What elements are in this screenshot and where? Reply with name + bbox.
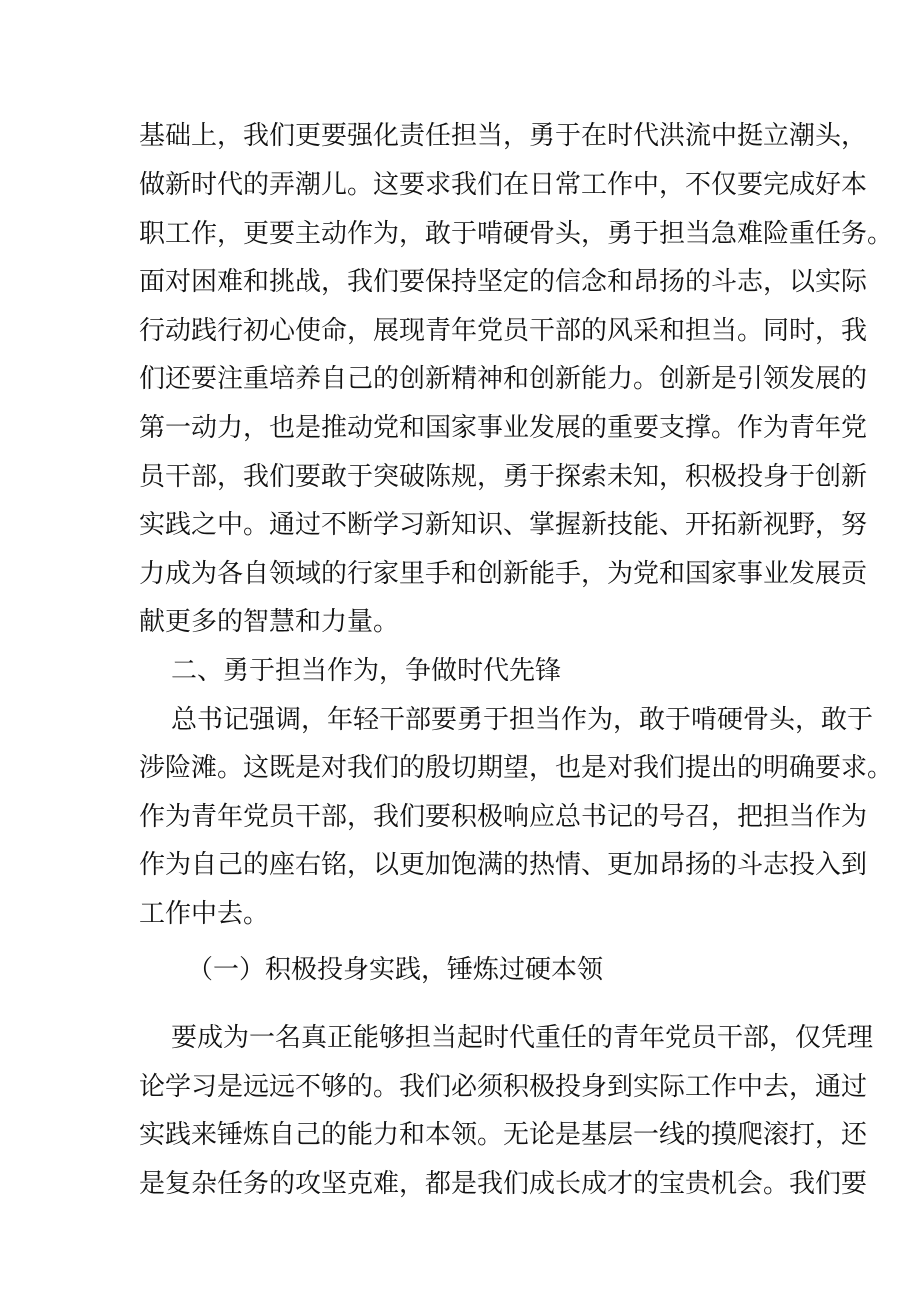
paragraph-line: 献更多的智慧和力量。 [139,607,400,637]
paragraph-line: 工作中去。 [139,899,270,929]
paragraph-line: 论学习是远远不够的。我们必须积极投身到实际工作中去，通过 [139,1072,868,1102]
paragraph-line: 职工作，更要主动作为，敢于啃硬骨头，勇于担当急难险重任务。 [139,219,894,249]
paragraph-line: 实践之中。通过不断学习新知识、掌握新技能、开拓新视野，努 [139,510,868,540]
paragraph-line: 要成为一名真正能够担当起时代重任的青年党员干部，仅凭理 [171,1023,874,1053]
paragraph-line: 力成为各自领域的行家里手和创新能手，为党和国家事业发展贡 [139,559,868,589]
paragraph-line: 做新时代的弄潮儿。这要求我们在日常工作中，不仅要完成好本 [139,170,868,200]
paragraph-line: 实践来锤炼自己的能力和本领。无论是基层一线的摸爬滚打，还 [139,1120,868,1150]
paragraph-line: 总书记强调，年轻干部要勇于担当作为，敢于啃硬骨头，敢于 [171,705,874,735]
paragraph-line: 面对困难和挑战，我们要保持坚定的信念和昂扬的斗志，以实际 [139,267,868,297]
paragraph-line: 们还要注重培养自己的创新精神和创新能力。创新是引领发展的 [139,364,868,394]
paragraph-line: 员干部，我们要敢于突破陈规，勇于探索未知，积极投身于创新 [139,462,868,492]
paragraph-line: 作为青年党员干部，我们要积极响应总书记的号召，把担当作为 [139,802,868,832]
paragraph-line: 涉险滩。这既是对我们的殷切期望，也是对我们提出的明确要求。 [139,753,894,783]
paragraph-line: 作为自己的座右铭，以更加饱满的热情、更加昂扬的斗志投入到 [139,850,868,880]
paragraph-line: 基础上，我们更要强化责任担当，勇于在时代洪流中挺立潮头， [139,121,868,151]
paragraph-line: 第一动力，也是推动党和国家事业发展的重要支撑。作为青年党 [139,413,868,443]
subsection-heading: （一）积极投身实践，锤炼过硬本领 [187,955,604,985]
paragraph-line: 行动践行初心使命，展现青年党员干部的风采和担当。同时，我 [139,316,868,346]
paragraph-line: 是复杂任务的攻坚克难，都是我们成长成才的宝贵机会。我们要 [139,1169,868,1199]
section-heading: 二、勇于担当作为，争做时代先锋 [171,656,562,686]
